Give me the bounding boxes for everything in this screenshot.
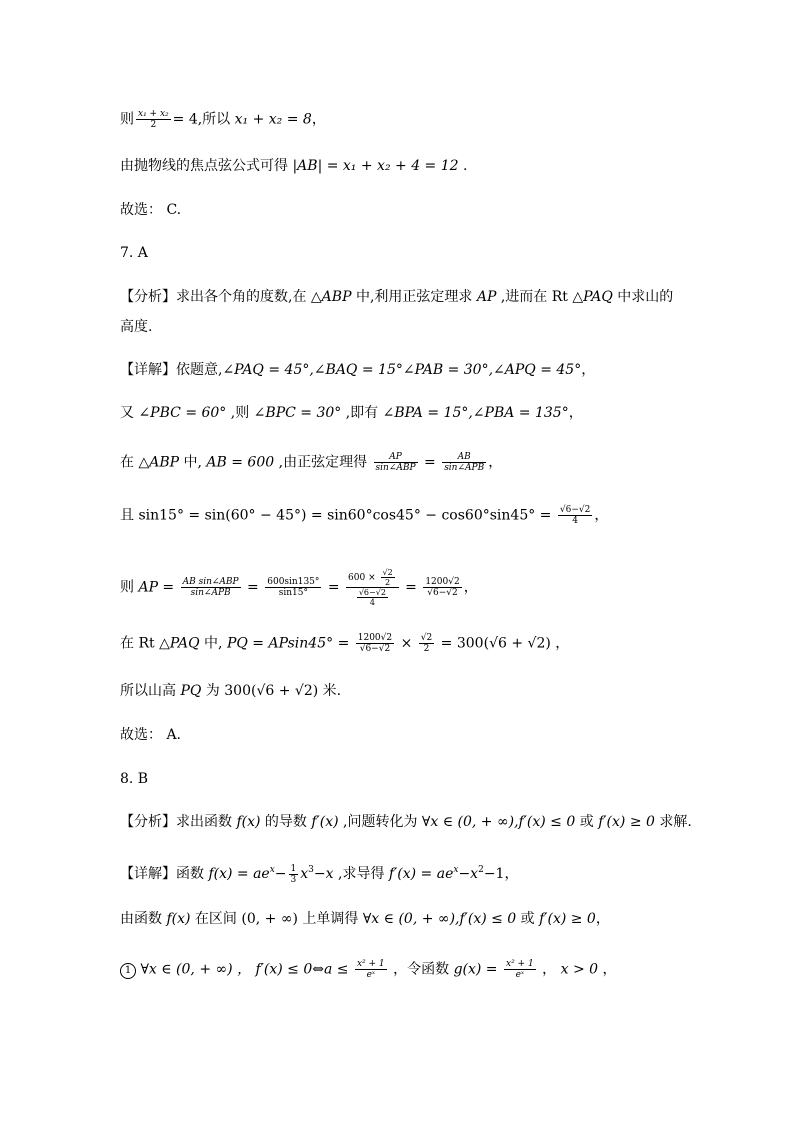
text-line: 【详解】依题意,∠PAQ = 45°,∠BAQ = 15°∠PAB = 30°,∠APQ = 45°， bbox=[120, 362, 596, 378]
fraction: $\frac{\text{x² + 1}}{\text{eˣ}}$ bbox=[506, 959, 534, 980]
text: 由抛物线的焦点弦公式可得 bbox=[120, 158, 293, 174]
text-line: 则 AP = $\frac{\text{AB sin∠ABP}}{\text{sin∠APB}}$ = $\frac{600\sin 135^\circ}{\sin 15^\circ}$ = 600 × $\frac{√2}{2}$ $\frac{√6-√2}{4}$ = $\frac{1200√2}{√6-√2}$ ， bbox=[120, 568, 478, 607]
text-line: 由函数 f(x) 在区间 (0, + ∞) 上单调得 ∀x ∈ (0, + ∞),f′(x) ≤ 0 或 f′(x) ≥ 0， bbox=[120, 911, 610, 927]
fraction: $\frac{AP}{\text{sin∠ABP}}$ bbox=[375, 452, 416, 473]
fraction: $\frac{√6-√2}{4}$ bbox=[559, 505, 591, 526]
text-line: 在 Rt △PAQ 中, PQ = APsin45° = $\frac{1200√2}{√6-√2}$ × $\frac{√2}{2}$ = 300(√6 + √2) ， bbox=[120, 633, 570, 654]
math: x₁ + x₂ = 8 bbox=[234, 111, 312, 128]
text: 则 bbox=[120, 111, 134, 128]
question-number: 8. B bbox=[120, 771, 149, 787]
circled-number: 1 bbox=[120, 963, 136, 979]
text: 故选： C. bbox=[120, 202, 182, 218]
fraction: $\frac{600\sin 135^\circ}{\sin 15^\circ}$ bbox=[267, 577, 320, 598]
text-line: 且 sin15° = sin(60° − 45°) = sin60°cos45° − cos60°sin45° = $\frac{√6-√2}{4}$ ， bbox=[120, 505, 609, 526]
text-line: 在 △ABP 中, AB = 600 ,由正弦定理得 $\frac{AP}{\text{sin∠ABP}}$ = $\frac{AB}{\text{sin∠APB}}$ ， bbox=[120, 452, 503, 473]
compound-fraction: 600 × $\frac{√2}{2}$ $\frac{√6-√2}{4}$ bbox=[346, 568, 399, 607]
fraction: $\frac{√2}{2}$ bbox=[420, 633, 433, 654]
fraction: $\frac{\text{x₁ + x₂}}{2}$ bbox=[138, 109, 169, 130]
text-line: 故选： A. bbox=[120, 727, 182, 743]
fraction: $\frac{\text{AB sin∠ABP}}{\text{sin∠APB}}$ bbox=[182, 577, 239, 598]
fraction: $\frac{AB}{\text{sin∠APB}}$ bbox=[444, 452, 485, 473]
fraction: $\frac{1200√2}{√6-√2}$ bbox=[357, 633, 393, 654]
text-line: 则 $\frac{\text{x₁ + x₂}}{2}$ = 4,所以 x₁ + x₂ = 8， bbox=[120, 109, 326, 130]
fraction: $\frac{1}{3}$ bbox=[290, 863, 297, 885]
text-line: 1 ∀x ∈ (0, + ∞) ， f′(x) ≤ 0⇔a ≤ $\frac{\text{x² + 1}}{\text{eˣ}}$ ，令函数 g(x) = $\frac{\text{x² + 1}}{\text{eˣ}}$ ， x > 0 ， bbox=[120, 959, 616, 980]
question-number bbox=[120, 244, 148, 262]
text-line: 高度. bbox=[120, 319, 153, 335]
text-line: 又 ∠PBC = 60° ,则 ∠BPC = 30° ,即有 ∠BPA = 15°,∠PBA = 135°， bbox=[120, 405, 583, 421]
math: |AB| = x₁ + x₂ + 4 = 12 bbox=[292, 158, 459, 174]
fraction: $\frac{\text{x² + 1}}{\text{eˣ}}$ bbox=[356, 959, 385, 980]
text-line: 【分析】求出函数 f(x) 的导数 f′(x) ,问题转化为 ∀x ∈ (0, + ∞),f′(x) ≤ 0 或 f′(x) ≥ 0 求解. bbox=[120, 814, 692, 830]
fraction: $\frac{1200√2}{√6-√2}$ bbox=[425, 577, 460, 598]
text-line: 由抛物线的焦点弦公式可得 |AB| = x₁ + x₂ + 4 = 12 . bbox=[120, 158, 468, 174]
text-line: 所以山高 PQ 为 300(√6 + √2) 米. bbox=[120, 683, 342, 699]
text-line: 【分析】求出各个角的度数,在 △ABP 中,利用正弦定理求 AP ,进而在 Rt △PAQ 中求山的 bbox=[120, 289, 674, 305]
text-line bbox=[120, 201, 181, 219]
text-line: 【详解】函数 $f(x) = ae^x-$ $\frac{1}{3}$ $x^3-x$ ,求导得 $f'(x) = ae^x-x^2-1$， bbox=[120, 863, 519, 885]
text: = 4,所以 bbox=[172, 111, 235, 128]
text: 7. A bbox=[120, 245, 148, 261]
